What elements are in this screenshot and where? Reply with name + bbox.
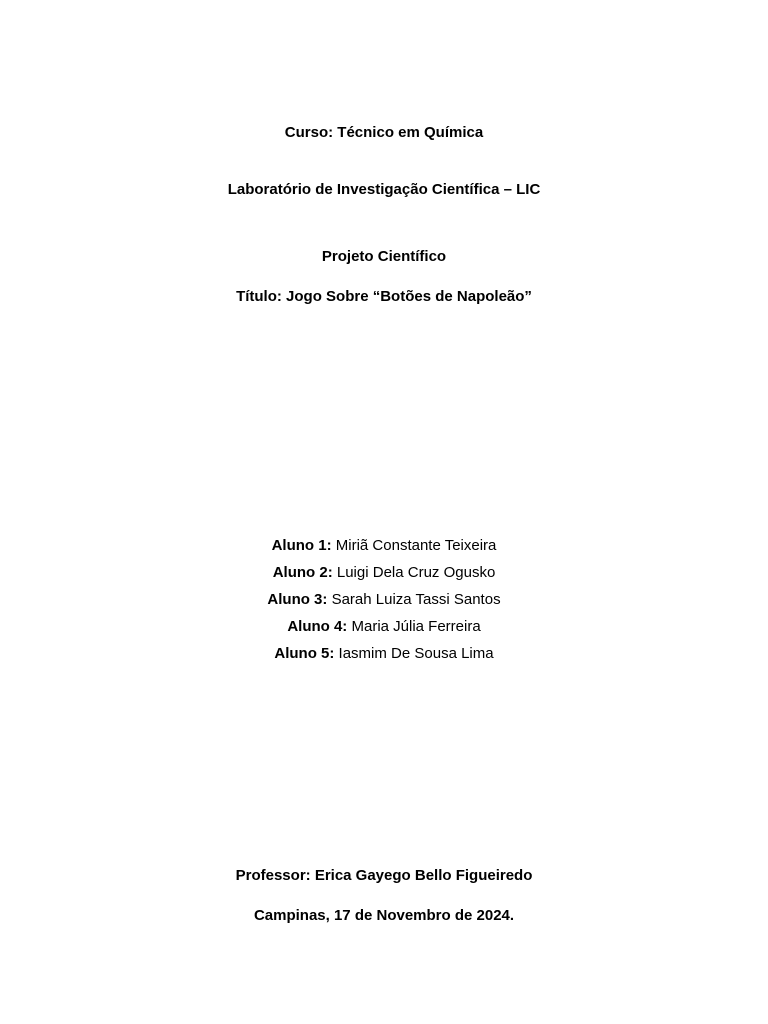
student-label-5: Aluno 5: — [274, 645, 335, 662]
student-line-4 — [0, 617, 768, 637]
project-type-line: Projeto Científico — [321, 248, 447, 265]
student-name-5: Iasmim De Sousa Lima — [338, 645, 494, 662]
student-line-3 — [0, 590, 768, 610]
student-name-1: Miriã Constante Teixeira — [335, 537, 497, 554]
student-label-4: Aluno 4: — [287, 618, 348, 635]
course-line: Curso: Técnico em Química — [284, 124, 484, 141]
project-title: Título: Jogo Sobre “Botões de Napoleão” — [236, 288, 532, 305]
place-date-line: Campinas, 17 de Novembro de 2024. — [253, 907, 515, 924]
lab-line: Laboratório de Investigação Científica – LIC — [227, 181, 541, 198]
student-label-3: Aluno 3: — [267, 591, 328, 608]
student-label-1: Aluno 1: — [271, 537, 332, 554]
student-name-4: Maria Júlia Ferreira — [351, 618, 481, 635]
student-line-5 — [0, 644, 768, 664]
professor-line: Professor: Erica Gayego Bello Figueiredo — [235, 867, 533, 884]
student-label-2: Aluno 2: — [272, 564, 333, 581]
student-line-1 — [0, 536, 768, 556]
student-name-2: Luigi Dela Cruz Ogusko — [336, 564, 496, 581]
student-line-2 — [0, 563, 768, 583]
student-name-3: Sarah Luiza Tassi Santos — [331, 591, 501, 608]
